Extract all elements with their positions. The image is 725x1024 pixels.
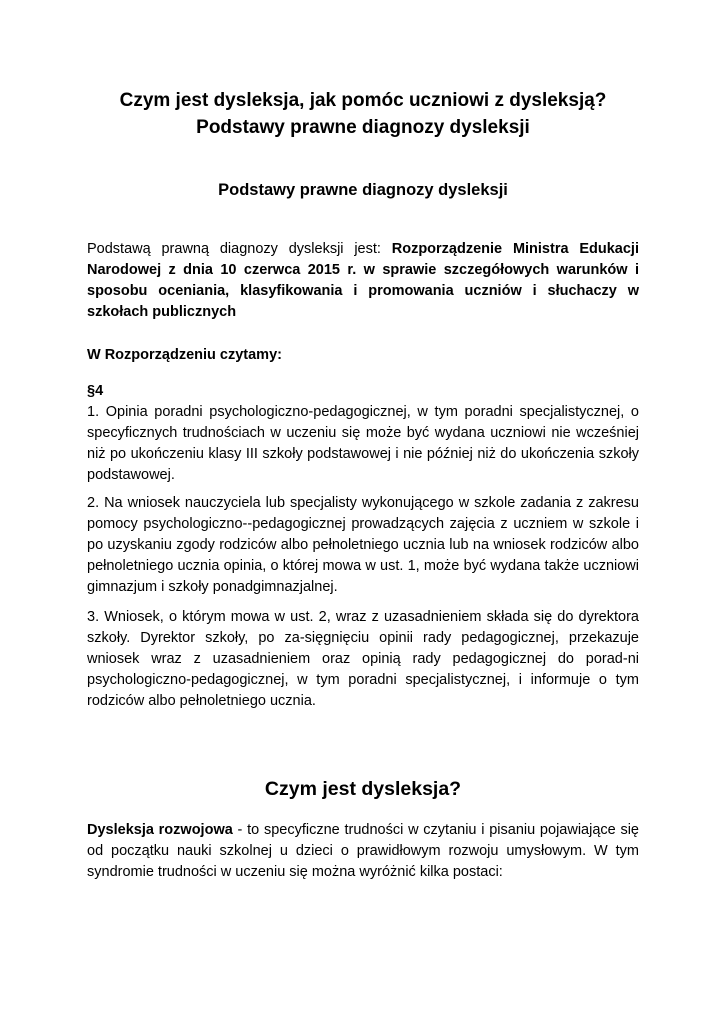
intro-paragraph — [87, 239, 639, 323]
regulation-name: Rozporządzenie Ministra Edukacji Narodowej z dnia 10 czerwca 2015 r. w sprawie szczegółowych warunków i sposobu oceniania, klasyfikowania i promowania uczniów i słuchaczy w szkołach publicznych — [87, 241, 639, 320]
point-2: 2. Na wniosek nauczyciela lub specjalisty wykonującego w szkole zadania z zakresu pomocy psychologiczno--pedagogicznej prowadzących zajęcia z uczniem w szkole i po uzyskaniu zgody rodziców albo pełnoletniego ucznia lub na wniosek rodziców albo pełnoletniego ucznia opinia, o której mowa w ust. 1, może być wydana także uczniowi gimnazjum i szkoły ponadgimnazjalnej. — [87, 495, 639, 595]
subtitle: Podstawy prawne diagnozy dysleksji — [218, 181, 508, 199]
dyslexia-term: Dysleksja rozwojowa — [87, 822, 233, 838]
document-title — [87, 87, 639, 141]
point-1: 1. Opinia poradni psychologiczno-pedagogicznej, w tym poradni specjalistycznej, o specyficznych trudnościach w uczeniu się może być wydana uczniowi nie wcześniej niż po ukończeniu klasy III szkoły podstawowej i nie później niż do ukończenia szkoły podstawowej. — [87, 404, 639, 483]
intro-prefix: Podstawą prawną diagnozy dysleksji jest: — [87, 241, 392, 257]
point-3: 3. Wniosek, o którym mowa w ust. 2, wraz z uzasadnieniem składa się do dyrektora szkoły. Dyrektor szkoły, po za-sięgnięciu opinii rady pedagogicznej, przekazuje wniosek wraz z uzasadnieniem oraz opinią rady pedagogicznej do porad-ni psychologiczno-pedagogicznej, w tym poradni specjalistycznej, i informuje o tym rodziców albo pełnoletniego ucznia. — [87, 609, 639, 709]
dyslexia-definition — [87, 820, 639, 883]
title-line-2: Podstawy prawne diagnozy dysleksji — [196, 117, 530, 138]
section-title-dyslexia: Czym jest dysleksja? — [264, 778, 462, 800]
dyslexia-description: - to specyficzne trudności w czytaniu i pisaniu pojawiające się od początku nauki szkolnej u dzieci o prawidłowym rozwoju umysłowym. W tym syndromie trudności w uczeniu się można wyróżnić kilka postaci: — [87, 822, 639, 880]
section-mark: §4 — [87, 383, 104, 399]
we-read-label: W Rozporządzeniu czytamy: — [87, 347, 282, 363]
title-line-1: Czym jest dysleksja, jak pomóc uczniowi z dysleksją? — [119, 90, 607, 111]
